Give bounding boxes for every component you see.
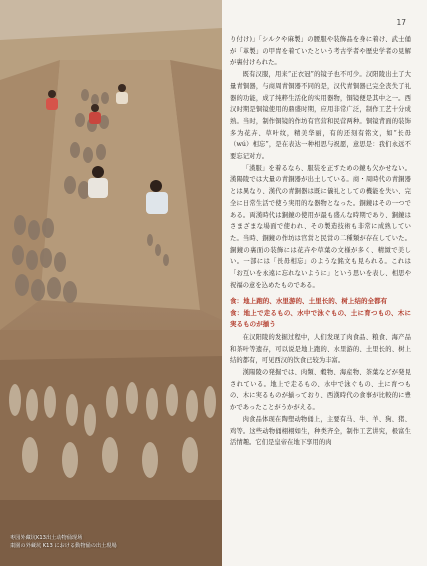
paragraph-ja-1: り付け)」「シルクや麻製」の腰服や装飾品を身に着け、武士俑が「革製」の甲冑を着ていたという考古学者や歴史学者の見解が裏付けられた。 <box>230 36 411 67</box>
paragraph-zh-food: 在汉阳陵的发掘过程中，人们发现了肉食品、粮食、海产品和茶叶等遗存，可以说是地上跑的、水里游的、土里长的、树上结的都有，可见西汉的饮食已较为丰富。 <box>230 333 411 365</box>
photo-caption-zh: 枣园外藏坑K13出土动物俑现场 <box>10 535 83 541</box>
section-heading-ja: 食：地上で走るもの、水中で泳ぐもの、土に育つもの、木に実るものが揃う <box>230 308 411 329</box>
text-column <box>230 34 411 449</box>
paragraph-ja-mirror: 「漢服」を着るなら、服装を正すための鏡も欠かせない。漢陽陵では大量の青銅器が出土している。商・周時代の青銅器とは異なり、漢代の青銅器は既に儀礼としての機能を失い、完全に日常生活で使う実用的な器物となった。銅鏡はその一つである。両漢時代は銅鏡の使用が最も盛んな時期であり、銅鏡はさまざまな場面で使われ、その製造技術も非常に成熟していた。当時、銅鏡の作坊は官営と民営の二種類が存在していた。銅鏡の裏面の装飾には花卉や草葉の文様が多く、精緻で美しい。一部には「長毋相忘」のような銘文も見られる。これは「お互いを永遠に忘れないように」という思いを表し、相思や祝福の意を込めたものである。 <box>230 164 411 289</box>
paragraph-zh-mirror: 既有汉服，用来“正衣冠”的镜子也不可少。汉阳陵出土了大量青铜器，与商周青铜器不同的是，汉代青铜器已完全丧失了礼器的功能，成了纯粹生活化的实用器物，铜镜便是其中之一。西汉时期是铜镜使用的鼎盛时期，应用非常广泛，制作工艺十分成熟。当时，制作铜镜的作坊有官营和民营两种。铜镜背面的装饰多为花卉、草叶纹，精美华丽，有的还刻有铭文，如“长毋（wú）相忘”，是在表达一种相思与祝愿，意思是：我们永远不要忘记对方。 <box>230 71 411 161</box>
photo-caption <box>10 534 215 550</box>
paragraph-ja-food: 漢陽陵の発掘では、肉類、穀物、海産物、茶葉などが発見されている。地上で走るもの、水中で泳ぐもの、土に育つもの、木に実るものが揃っており、西漢時代の食事が比較的に豊かであったことがうかがえる。 <box>230 369 411 412</box>
section-heading <box>230 296 411 331</box>
section-heading-zh: 食：地上跑的、水里游的、土里长的、树上结的全都有 <box>230 297 388 306</box>
paragraph-zh-animals: 肉食品体现在陶塑动物俑上，主要有马、牛、羊、狗、猪、鸡等。这些动物俑栩栩如生，种类齐全，制作工艺讲究，极富生活情趣。它们是皇帝在地下享用的肉 <box>230 415 411 447</box>
photo-caption-ja: 棗園の外蔵坑 K13 における動物俑の出土現場 <box>10 543 117 549</box>
page-number: 17 <box>396 18 406 27</box>
